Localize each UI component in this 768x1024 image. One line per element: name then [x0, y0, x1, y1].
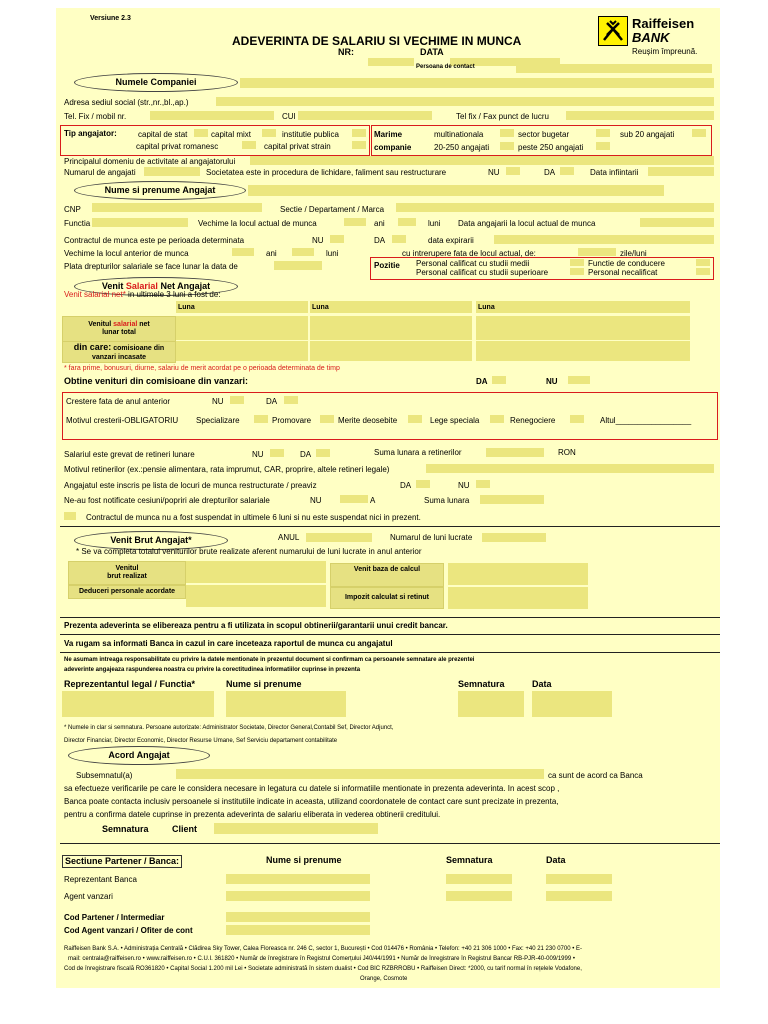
purpose-statement: Prezenta adeverinta se elibereaza pentru a fi utilizata in scopul obtinerii/garantarii unui credit bancar.	[64, 621, 448, 630]
consent-paragraph-1: sa efectueze verificarile pe care le considera necesare in legatura cu datele si informatiile mentionate in prezenta adeverinta. In acest scop ,	[64, 784, 560, 793]
liquidation-da-label: DA	[544, 168, 556, 177]
pos-unqualified-label: Personal necalificat	[588, 268, 658, 277]
bank-rep-sign-field[interactable]	[446, 874, 512, 884]
payment-label: Plata drepturilor salariale se face lunar la data de	[64, 262, 238, 271]
contract-nu-checkbox[interactable]	[330, 235, 344, 243]
bank-slogan: Reușim împreună.	[632, 47, 698, 56]
reason-promotion-checkbox[interactable]	[320, 415, 334, 423]
size-multinational-checkbox[interactable]	[500, 129, 514, 137]
legal-rep-sign-field[interactable]	[458, 691, 524, 717]
month3-label: Luna	[478, 304, 495, 311]
restructuring-da-checkbox[interactable]	[416, 480, 430, 488]
bank-rep-name-field[interactable]	[226, 874, 370, 884]
type-private-foreign-checkbox[interactable]	[352, 141, 366, 149]
payment-day-field[interactable]	[274, 261, 322, 270]
responsibility-line1: Ne asumam intreaga responsabilitate cu privire la datele mentionate in prezentul document si confirmam ca persoanele semnatare ale prezentei	[64, 657, 475, 663]
suspension-checkbox[interactable]	[64, 512, 76, 520]
subsemnat-field[interactable]	[176, 769, 544, 779]
form-title: ADEVERINTA DE SALARIU SI VECHIME IN MUNCA	[232, 34, 522, 48]
tax-base-field[interactable]	[448, 563, 588, 585]
function-field[interactable]	[92, 218, 188, 227]
legal-rep-date-label: Data	[532, 679, 552, 689]
net-salary-note: Venit salarial net* in ultimele 3 luni a fost de:	[64, 290, 221, 299]
prev-years-field[interactable]	[232, 248, 254, 256]
gross-income-field[interactable]	[186, 561, 326, 583]
seniority-months-field[interactable]	[398, 218, 416, 226]
liquidation-nu-checkbox[interactable]	[506, 167, 520, 175]
suspension-label: Contractul de munca nu a fost suspendat in ultimele 6 luni si nu este suspendat nici in prezent.	[86, 513, 421, 522]
authorized-footnote-2: Director Financiar, Director Economic, Director Resurse Umane, Sef Serviciu departament contabilitate	[64, 738, 338, 744]
bank-name-line1: Raiffeisen	[632, 16, 695, 31]
retention-reason-label: Motivul retinerilor (ex.:pensie alimentara, rata imprumut, CAR, proprire, altele retineri legale)	[64, 465, 390, 474]
size-20-250-label: 20-250 angajati	[434, 143, 490, 152]
notified-nu-label: NU	[310, 496, 322, 505]
legal-rep-function-field[interactable]	[62, 691, 214, 717]
agree-label: ca sunt de acord ca Banca	[548, 771, 643, 780]
retention-sum-label: Suma lunara a retinerilor	[374, 448, 462, 457]
reason-renegotiation-label: Renegociere	[510, 416, 556, 425]
seniority-months-label: luni	[428, 219, 441, 228]
days-months-label: zile/luni	[620, 249, 647, 258]
partner-date-label: Data	[546, 855, 566, 865]
footer-line-3: Cod de înregistrare fiscală RO361820 • Capital Social 1.200 mil Lei • Societate administrată în sistem dualist • Cod BIC RZBRROBU • Raiffeisen Direct: *2000, cu tarif normal în rețelele Vodafone,	[64, 966, 582, 972]
consent-section-title: Acord Angajat	[68, 746, 210, 765]
pos-management-checkbox[interactable]	[696, 259, 710, 266]
employer-type-label: Tip angajator:	[64, 129, 117, 138]
divider-2	[60, 617, 720, 618]
authorized-footnote-1: * Numele in clar si semnatura. Persoane autorizate: Administrator Societate, Director General,Contabil Sef, Director Adjunct,	[64, 725, 394, 731]
reason-promotion-label: Promovare	[272, 416, 312, 425]
tel-field[interactable]	[150, 111, 274, 120]
legal-rep-name-label: Nume si prenume	[226, 679, 302, 689]
divider-5	[60, 843, 720, 844]
divider-1	[60, 526, 720, 527]
size-20-250-checkbox[interactable]	[500, 142, 514, 150]
function-label: Functia	[64, 219, 91, 228]
partner-code-label: Cod Partener / Intermediar	[64, 913, 165, 922]
legal-rep-sign-label: Semnatura	[458, 679, 505, 689]
retention-nu-checkbox[interactable]	[270, 449, 284, 457]
footer-line-2: mail: centrala@raiffeisen.ro • www.raiffeisen.ro • C.U.I. 361820 • Număr de înregistrare în Registrul Comerțului J40/44/1991 • Număr de înregistrare în Registrul Bancar RB-PJR-40-009/1999 •	[68, 956, 575, 962]
agent-code-field[interactable]	[226, 925, 370, 935]
company-name-field[interactable]	[240, 78, 714, 88]
reason-renegotiation-checkbox[interactable]	[570, 415, 584, 423]
year-label: ANUL	[278, 533, 300, 542]
pos-medium-label: Personal calificat cu studii medii	[416, 259, 530, 268]
gross-section-title: Venit Brut Angajat*	[74, 531, 228, 550]
client-sign-label: Semnatura	[102, 824, 149, 834]
liquidation-label: Societatea este in procedura de lichidare, faliment sau restructurare	[206, 168, 447, 177]
commission-row-label: din care: comisioane din vanzari incasate	[62, 341, 176, 363]
nr-label: NR:	[338, 47, 354, 57]
gross-note: * Se va completa totalul veniturilor brute realizate aferent numarului de luni lucrate in anul anterior	[76, 547, 422, 556]
company-section-title: Numele Companiei	[74, 73, 238, 92]
legal-rep-name-field[interactable]	[226, 691, 346, 717]
restructuring-nu-checkbox[interactable]	[476, 480, 490, 488]
seniority-here-label: Vechime la locul actual de munca	[198, 219, 317, 228]
partner-code-field[interactable]	[226, 912, 370, 922]
pos-unqualified-checkbox[interactable]	[696, 268, 710, 275]
nr-field[interactable]	[368, 58, 414, 66]
size-label-1: Marime	[374, 130, 403, 139]
contract-da-checkbox[interactable]	[392, 235, 406, 243]
divider-4	[60, 652, 720, 653]
size-over250-label: peste 250 angajati	[518, 143, 584, 152]
net-total-month1-field[interactable]	[176, 316, 308, 340]
contract-da-label: DA	[374, 236, 386, 245]
interruption-field[interactable]	[578, 248, 616, 256]
gross-income-label: Venitul brut realizat	[68, 561, 186, 585]
tel-work-label: Tel fix / Fax punct de lucru	[456, 112, 549, 121]
domain-field[interactable]	[250, 156, 714, 165]
sales-agent-date-field[interactable]	[546, 891, 612, 901]
month1-field[interactable]	[210, 303, 306, 312]
commission-da-checkbox[interactable]	[492, 376, 506, 384]
notified-label: Ne-au fost notificate cesiuni/popriri ale drepturilor salariale	[64, 496, 270, 505]
address-label: Adresa sediul social (str.,nr.,bl.,ap.)	[64, 98, 189, 107]
deductions-label: Deduceri personale acordate	[68, 585, 186, 599]
tel-label: Tel. Fix / mobil nr.	[64, 112, 127, 121]
reason-law-label: Lege speciala	[430, 416, 480, 425]
date-label: DATA	[420, 47, 444, 57]
restructuring-label: Angajatul este inscris pe lista de locuri de munca restructurate / preaviz	[64, 481, 317, 490]
consent-paragraph-2: Banca poate contacta inclusiv persoanele si institutiile indicate in aceasta, utilizand coordonatele de contact care sunt precizate in prezenta,	[64, 797, 559, 806]
increase-nu-label: NU	[212, 397, 224, 406]
retention-nu-label: NU	[252, 450, 264, 459]
bank-rep-label: Reprezentant Banca	[64, 875, 137, 884]
year-field[interactable]	[306, 533, 372, 542]
size-multinational-label: multinationala	[434, 130, 484, 139]
months-worked-label: Numarul de luni lucrate	[390, 533, 473, 542]
subsemnat-label: Subsemnatul(a)	[76, 771, 133, 780]
agent-code-label: Cod Agent vanzari / Ofiter de cont	[64, 926, 193, 935]
net-total-row-label: Venitul salarial net lunar total	[62, 316, 176, 342]
reason-merit-checkbox[interactable]	[408, 415, 422, 423]
employees-label: Numarul de angajati	[64, 168, 136, 177]
liquidation-nu-label: NU	[488, 168, 500, 177]
size-label-2: companie	[374, 143, 412, 152]
interruption-label: cu intrerupere fata de locul actual, de:	[402, 249, 536, 258]
prev-months-label: luni	[326, 249, 339, 258]
hire-date-field[interactable]	[640, 218, 714, 227]
type-private-ro-label: capital privat romanesc	[136, 142, 219, 151]
increase-label: Crestere fata de anul anterior	[66, 397, 171, 406]
restructuring-nu-label: NU	[458, 481, 470, 490]
month1-label: Luna	[178, 304, 195, 311]
seniority-years-label: ani	[374, 219, 385, 228]
increase-da-label: DA	[266, 397, 278, 406]
dept-field[interactable]	[396, 203, 714, 212]
inform-statement: Va rugam sa informati Banca in cazul in care inceteaza raportul de munca cu angajatul	[64, 639, 393, 648]
reason-specialization-label: Specializare	[196, 416, 240, 425]
retention-sum-field[interactable]	[486, 448, 544, 457]
net-salary-section-title: Venit Salarial Net Angajat	[74, 277, 238, 296]
contract-label: Contractul de munca este pe perioada determinata	[64, 236, 245, 245]
cui-field[interactable]	[298, 111, 432, 120]
retention-label: Salariul este grevat de retineri lunare	[64, 450, 195, 459]
month2-field[interactable]	[346, 303, 470, 312]
prev-years-label: ani	[266, 249, 277, 258]
employee-section-title: Nume si prenume Angajat	[74, 181, 246, 200]
type-private-ro-checkbox[interactable]	[242, 141, 256, 149]
sales-agent-sign-field[interactable]	[446, 891, 512, 901]
tel-work-field[interactable]	[566, 111, 714, 120]
type-state-checkbox[interactable]	[194, 129, 208, 137]
increase-da-checkbox[interactable]	[284, 396, 298, 404]
employees-field[interactable]	[144, 167, 200, 176]
month3-field[interactable]	[510, 303, 688, 312]
consent-paragraph-3: pentru a confirma datele cuprinse in prezenta adeverinta de salariu eliberata in vederea obtinerii creditului.	[64, 810, 441, 819]
type-mixed-checkbox[interactable]	[262, 129, 276, 137]
net-total-month2-field[interactable]	[310, 316, 472, 340]
partner-name-label: Nume si prenume	[266, 855, 342, 865]
founded-label: Data infiintarii	[590, 168, 639, 177]
net-salary-footnote: * fara prime, bonusuri, diurne, salariu de merit acordat pe o perioada determinata de timp	[64, 365, 340, 372]
tax-label: Impozit calculat si retinut	[330, 587, 444, 609]
restructuring-da-label: DA	[400, 481, 412, 490]
pos-higher-label: Personal calificat cu studii superioare	[416, 268, 549, 277]
type-public-checkbox[interactable]	[352, 129, 366, 137]
commission-nu-label: NU	[546, 377, 558, 386]
liquidation-da-checkbox[interactable]	[560, 167, 574, 175]
reason-label: Motivul cresterii-OBLIGATORIU	[66, 416, 179, 425]
notified-sum-label: Suma lunara	[424, 496, 470, 505]
seniority-years-field[interactable]	[344, 218, 366, 226]
prev-seniority-label: Vechime la locul anterior de munca	[64, 249, 189, 258]
bank-name-line2: BANK	[632, 30, 670, 45]
legal-rep-label: Reprezentantul legal / Functia*	[64, 679, 196, 689]
retention-da-checkbox[interactable]	[316, 449, 330, 457]
cui-label: CUI	[282, 112, 296, 121]
commission-month2-field[interactable]	[310, 341, 472, 361]
commission-da-label: DA	[476, 377, 488, 386]
notified-sum-field[interactable]	[480, 495, 544, 504]
expiry-label: data expirarii	[428, 236, 474, 245]
commission-month1-field[interactable]	[176, 341, 308, 361]
increase-nu-checkbox[interactable]	[230, 396, 244, 404]
retention-reason-field[interactable]	[426, 464, 714, 473]
commission-month3-field[interactable]	[476, 341, 690, 361]
net-total-month3-field[interactable]	[476, 316, 690, 340]
size-budget-label: sector bugetar	[518, 130, 570, 139]
notified-checkbox[interactable]	[340, 495, 368, 503]
expiry-field[interactable]	[494, 235, 714, 244]
domain-label: Principalul domeniu de activitate al angajatorului	[64, 157, 236, 166]
notified-a-label: A	[370, 496, 376, 505]
pos-higher-checkbox[interactable]	[570, 268, 584, 275]
position-label: Pozitie	[374, 261, 400, 270]
version-label: Versiune 2.3	[90, 15, 131, 22]
size-under20-checkbox[interactable]	[692, 129, 706, 137]
tax-field[interactable]	[448, 587, 588, 609]
employee-name-field[interactable]	[248, 185, 664, 196]
pos-management-label: Functie de conducere	[588, 259, 665, 268]
cnp-field[interactable]	[92, 203, 262, 212]
founded-field[interactable]	[648, 167, 714, 176]
month2-label: Luna	[312, 304, 329, 311]
size-under20-label: sub 20 angajati	[620, 130, 675, 139]
commission-question: Obtine venituri din comisioane din vanzari:	[64, 376, 249, 386]
reason-specialization-checkbox[interactable]	[254, 415, 268, 423]
cnp-label: CNP	[64, 205, 81, 214]
deductions-field[interactable]	[186, 585, 326, 607]
reason-merit-label: Merite deosebite	[338, 416, 398, 425]
legal-rep-date-field[interactable]	[532, 691, 612, 717]
partner-section-title: Sectiune Partener / Banca:	[62, 855, 182, 868]
type-public-label: institutie publica	[282, 130, 339, 139]
contact-label: Persoana de contact	[416, 64, 475, 70]
ron-label: RON	[558, 448, 576, 457]
size-budget-checkbox[interactable]	[596, 129, 610, 137]
responsibility-line2: adeverinte angajeaza raspunderea noastra cu privire la corectitudinea informatiilor cuprinse in prezenta	[64, 667, 361, 673]
tax-base-label: Venit baza de calcul	[330, 563, 444, 587]
type-private-foreign-label: capital privat strain	[264, 142, 331, 151]
type-mixed-label: capital mixt	[211, 130, 252, 139]
footer-line-1: Raiffeisen Bank S.A. • Administrația Centrală • Clădirea Sky Tower, Calea Floreasca nr. 246 C, sector 1, București • Cod 014476 • România • Telefon: +40 21 306 1000 • Fax: +40 21 230 0700 • E-	[64, 946, 582, 952]
divider-3	[60, 634, 720, 635]
raiffeisen-gable-cross-icon	[598, 16, 628, 46]
dept-label: Sectie / Departament / Marca	[280, 205, 385, 214]
contact-field[interactable]	[516, 64, 712, 73]
prev-months-field[interactable]	[292, 248, 314, 256]
bank-rep-date-field[interactable]	[546, 874, 612, 884]
reason-law-checkbox[interactable]	[490, 415, 504, 423]
hire-date-label: Data angajarii la locul actual de munca	[458, 219, 596, 228]
sales-agent-name-field[interactable]	[226, 891, 370, 901]
pos-medium-checkbox[interactable]	[570, 259, 584, 266]
size-over250-checkbox[interactable]	[596, 142, 610, 150]
retention-da-label: DA	[300, 450, 312, 459]
reason-other-label: Altul_________________	[600, 416, 692, 425]
sales-agent-label: Agent vanzari	[64, 892, 113, 901]
client-label: Client	[172, 824, 198, 834]
months-worked-field[interactable]	[482, 533, 546, 542]
address-field[interactable]	[216, 97, 714, 106]
client-sign-field[interactable]	[214, 823, 378, 834]
commission-nu-checkbox[interactable]	[568, 376, 590, 384]
type-state-label: capital de stat	[138, 130, 188, 139]
footer-line-4: Orange, Cosmote	[360, 976, 408, 982]
contract-nu-label: NU	[312, 236, 324, 245]
partner-sign-label: Semnatura	[446, 855, 493, 865]
